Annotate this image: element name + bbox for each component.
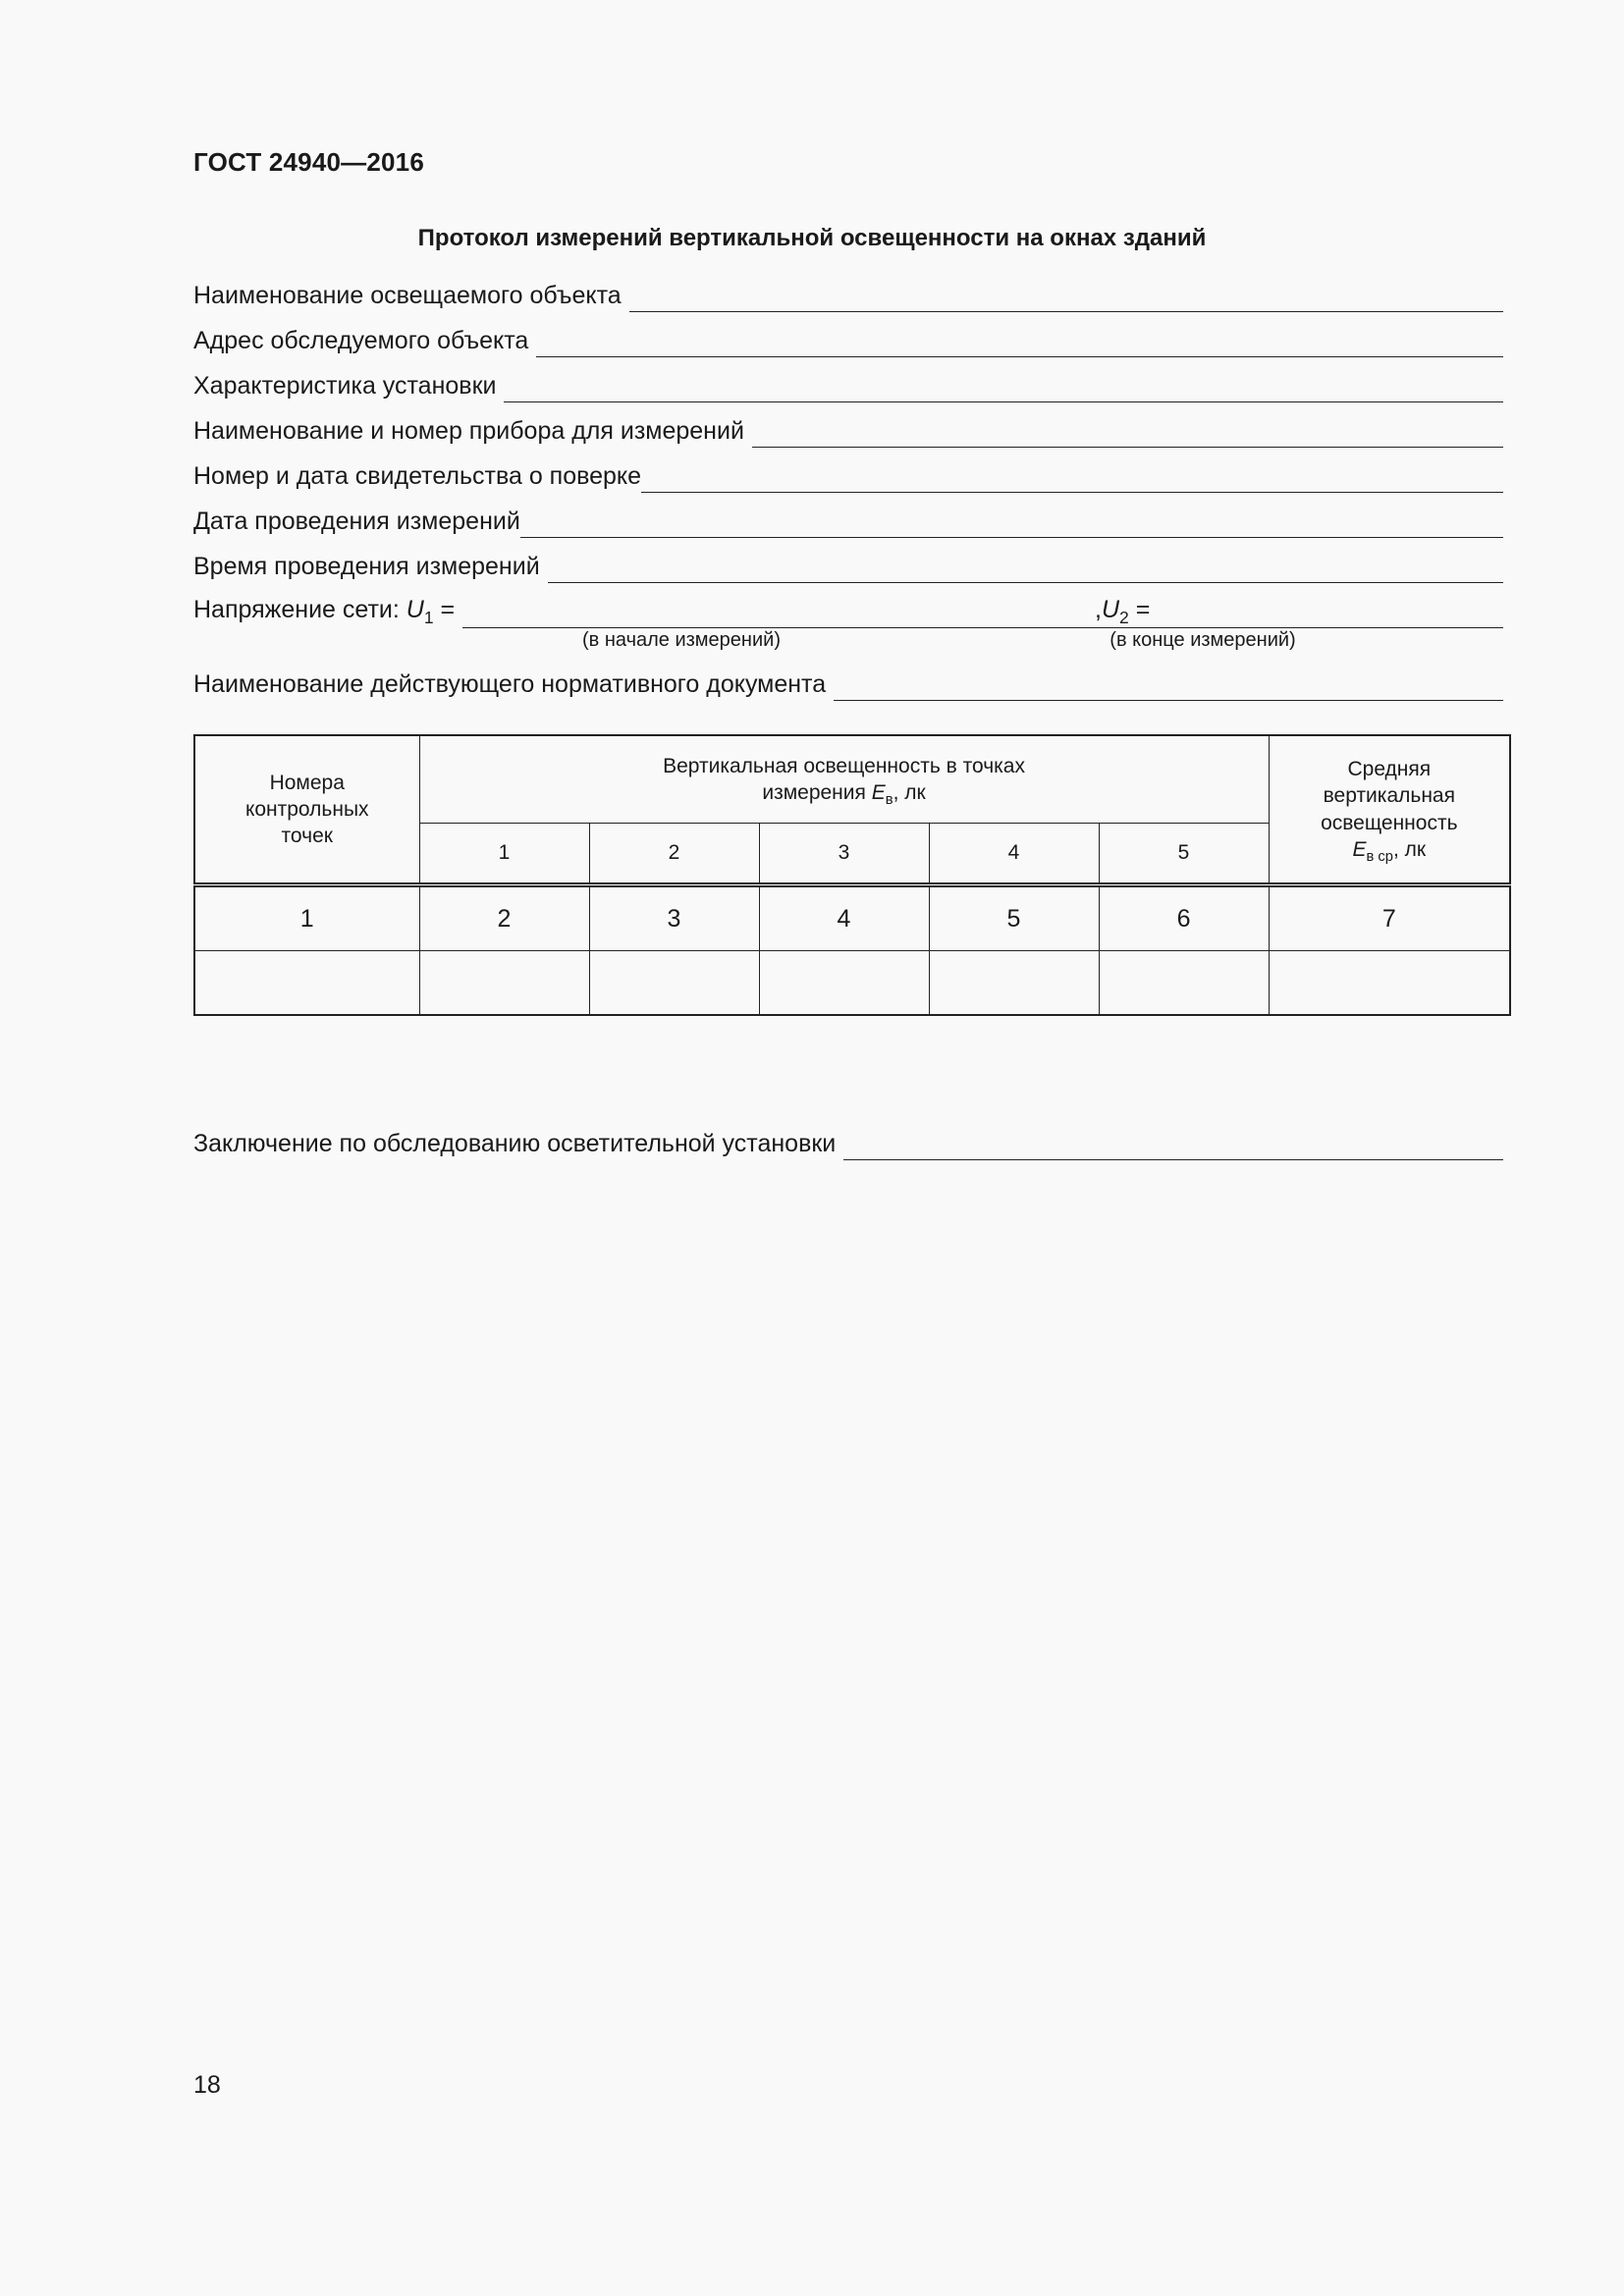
column-number: 1 — [194, 885, 419, 951]
fill-in-line[interactable] — [504, 372, 1503, 402]
field-normative-document — [193, 667, 1503, 701]
table-cell[interactable] — [1269, 951, 1510, 1016]
document-code: ГОСТ 24940—2016 — [193, 147, 424, 177]
fill-in-line[interactable] — [629, 282, 1503, 312]
field-object-address — [193, 324, 1503, 357]
column-number: 6 — [1099, 885, 1269, 951]
column-number: 2 — [419, 885, 589, 951]
column-number: 4 — [759, 885, 929, 951]
field-certificate — [193, 459, 1503, 493]
field-label: Наименование действующего нормативного документа — [193, 670, 827, 698]
fill-in-line[interactable] — [548, 553, 1503, 583]
field-label: Адрес обследуемого объекта — [193, 327, 529, 354]
column-number: 7 — [1269, 885, 1510, 951]
voltage-label: Напряжение сети: $U_1$ = — [193, 596, 456, 628]
page-number: 18 — [193, 2071, 221, 2099]
header-control-points: Номера контрольных точек — [194, 735, 419, 885]
fill-in-line[interactable] — [520, 507, 1503, 538]
fill-in-line[interactable] — [536, 327, 1503, 357]
hint-start: (в начале измерений) — [582, 629, 781, 651]
u2-label: $,U_2$ = — [1095, 596, 1151, 628]
table-row — [194, 951, 1510, 1016]
point-header: 3 — [759, 824, 929, 885]
measurement-table — [193, 734, 1511, 1016]
column-number: 5 — [929, 885, 1099, 951]
table-cell[interactable] — [419, 951, 589, 1016]
protocol-title: Протокол измерений вертикальной освещенности на окнах зданий — [417, 225, 1207, 251]
field-device-name — [193, 414, 1503, 448]
field-label: Номер и дата свидетельства о поверке — [193, 462, 642, 490]
field-object-name — [193, 279, 1503, 312]
field-measurement-date — [193, 505, 1503, 538]
table-cell[interactable] — [1099, 951, 1269, 1016]
point-header: 1 — [419, 824, 589, 885]
fill-in-line[interactable] — [641, 462, 1503, 493]
fill-in-line[interactable] — [752, 417, 1503, 448]
field-label: Наименование освещаемого объекта — [193, 282, 622, 309]
table-cell[interactable] — [589, 951, 759, 1016]
header-average-illuminance: Средняя вертикальная освещенность $E_{в ср}$, лк — [1269, 735, 1510, 885]
voltage-row — [193, 595, 1503, 628]
field-label: Время проведения измерений — [193, 553, 540, 580]
field-label: Характеристика установки — [193, 372, 497, 400]
fill-in-line[interactable] — [843, 1130, 1503, 1160]
point-header: 5 — [1099, 824, 1269, 885]
field-measurement-time — [193, 550, 1503, 583]
u2-input-line[interactable] — [971, 625, 1503, 628]
point-header: 4 — [929, 824, 1099, 885]
table-cell[interactable] — [929, 951, 1099, 1016]
table-cell[interactable] — [194, 951, 419, 1016]
field-installation-characteristics — [193, 369, 1503, 402]
fill-in-line[interactable] — [834, 670, 1503, 701]
field-conclusion — [193, 1127, 1503, 1160]
column-number: 3 — [589, 885, 759, 951]
point-header: 2 — [589, 824, 759, 885]
table-cell[interactable] — [759, 951, 929, 1016]
field-label: Наименование и номер прибора для измерений — [193, 417, 744, 445]
column-number-row — [194, 885, 1510, 951]
hint-end: (в конце измерений) — [1110, 629, 1296, 651]
field-label: Заключение по обследованию осветительной установки — [193, 1130, 837, 1157]
header-vertical-illuminance: Вертикальная освещенность в точках измерения $E_в$, лк — [419, 735, 1269, 824]
field-label: Дата проведения измерений — [193, 507, 520, 535]
